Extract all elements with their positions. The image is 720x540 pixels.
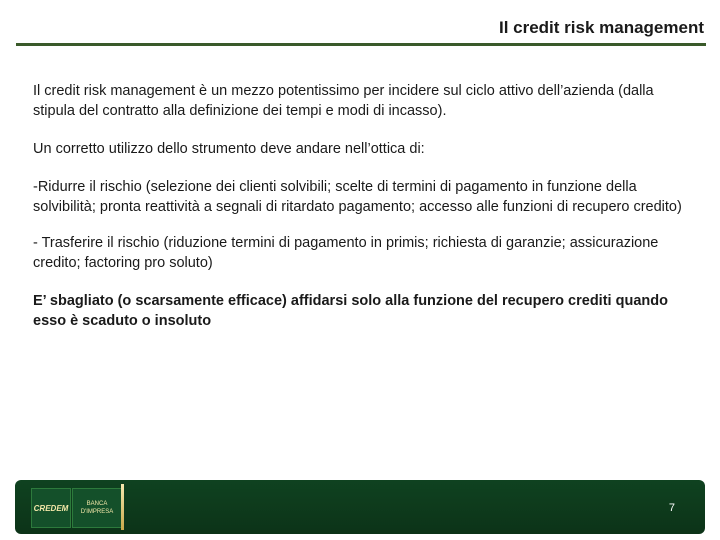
slide-body — [33, 81, 683, 349]
logo2-line1: BANCA — [86, 501, 108, 507]
paragraph-usage: Un corretto utilizzo dello strumento deve andare nell’ottica di: — [33, 141, 425, 157]
page-number: 7 — [668, 502, 675, 514]
banca-impresa-logo — [72, 488, 122, 528]
paragraph-reduce-risk: -Ridurre il rischio (selezione dei clienti solvibili; scelte di termini di pagamento in funzione della solvibilità; pronta reattività a segnali di ritardato pagamento; accesso alle funzioni di recupero credito) — [33, 179, 682, 215]
paragraph-intro — [33, 81, 683, 121]
logo2-line2: D'IMPRESA — [80, 509, 114, 515]
slide-title: Il credit risk management — [498, 18, 704, 37]
footer-bar — [15, 480, 705, 534]
logo-separator — [121, 484, 124, 530]
credem-logo: CREDEM — [31, 488, 71, 528]
paragraph-transfer-risk: - Trasferire il rischio (riduzione termini di pagamento in primis; richiesta di garanzie; assicurazione credito; factoring pro soluto) — [33, 235, 659, 271]
paragraph-conclusion: E’ sbagliato (o scarsamente efficace) affidarsi solo alla funzione del recupero crediti quando esso è scaduto o insoluto — [33, 293, 668, 329]
title-divider — [16, 43, 706, 46]
intro-bold-term: Il credit risk management — [33, 83, 195, 99]
intro-text: è un mezzo potentissimo per incidere sul ciclo attivo dell’azienda (dalla stipula del contratto alla definizione dei tempi e modi di incasso). — [33, 83, 654, 119]
